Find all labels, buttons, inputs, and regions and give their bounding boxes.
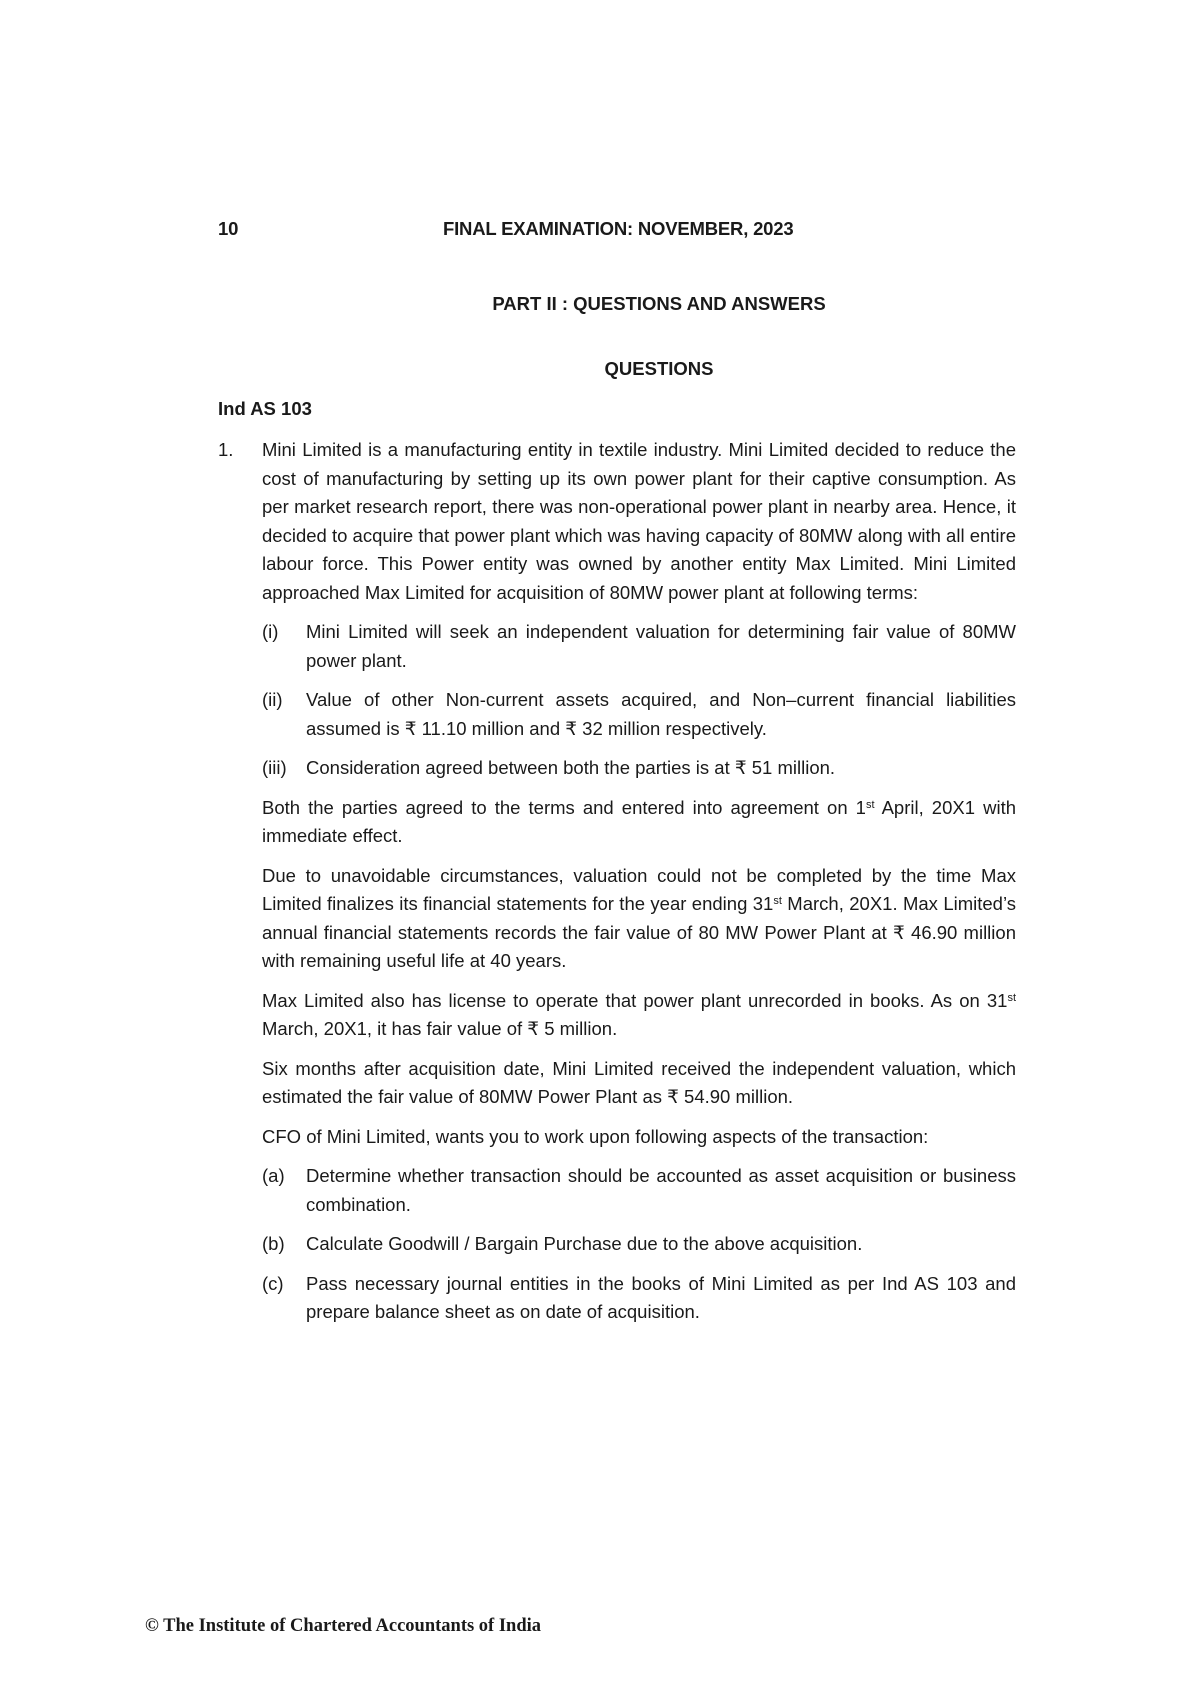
task-text: Determine whether transaction should be accounted as asset acquisition or business combination. [306, 1165, 1016, 1215]
question-1 [218, 436, 1016, 1338]
term-item [262, 754, 1016, 783]
term-item [262, 618, 1016, 675]
ordinal-suffix: st [1007, 991, 1016, 1004]
question-intro: Mini Limited is a manufacturing entity in textile industry. Mini Limited decided to reduce the cost of manufacturing by setting up its own power plant for their captive consumption. As per market research report, there was non-operational power plant in nearby area. Hence, it decided to acquire that power plant which was having capacity of 80MW along with all entire labour force. This Power entity was owned by another entity Max Limited. Mini Limited approached Max Limited for acquisition of 80MW power plant at following terms: [262, 439, 1016, 603]
term-label: (i) [262, 621, 279, 642]
valuation-paragraph [262, 862, 1016, 976]
license-text-a: Max Limited also has license to operate that power plant unrecorded in books. As on 31 [262, 989, 1008, 1011]
independent-valuation-paragraph: Six months after acquisition date, Mini Limited received the independent valuation, which estimated the fair value of 80MW Power Plant as ₹ 54.90 million. [262, 1057, 1016, 1107]
term-label: (iii) [262, 757, 287, 778]
term-item [262, 686, 1016, 743]
term-text: Consideration agreed between both the parties is at ₹ 51 million. [306, 757, 836, 778]
question-text [262, 436, 1016, 1338]
agreement-text-a: Both the parties agreed to the terms and entered into agreement on 1 [262, 796, 866, 818]
questions-heading-block [218, 358, 1016, 380]
question-number: 1. [218, 439, 234, 460]
agreement-text-b: April, 20X1 with immediate effect. [262, 796, 1016, 846]
exam-title: FINAL EXAMINATION: NOVEMBER, 2023 [443, 218, 794, 239]
part-title: PART II : QUESTIONS AND ANSWERS [492, 293, 826, 314]
license-text-b: March, 20X1, it has fair value of ₹ 5 million. [262, 1018, 618, 1039]
section-title: Ind AS 103 [218, 398, 312, 419]
ordinal-suffix: st [773, 895, 782, 907]
page-number: 10 [218, 218, 239, 239]
term-text: Mini Limited will seek an independent valuation for determining fair value of 80MW power plant. [306, 621, 1016, 671]
question-body [218, 436, 1016, 1338]
tasks-list [262, 1162, 1016, 1327]
copyright-footer: © The Institute of Chartered Accountants of India [145, 1616, 542, 1636]
term-text: Value of other Non-current assets acquired, and Non–current financial liabilities assumed is ₹ 11.10 million and ₹ 32 million respectively. [306, 689, 1016, 739]
task-label: (a) [262, 1165, 285, 1186]
term-label: (ii) [262, 689, 283, 710]
task-item [262, 1162, 1016, 1219]
cfo-paragraph: CFO of Mini Limited, wants you to work upon following aspects of the transaction: [262, 1125, 929, 1147]
ordinal-suffix: st [865, 798, 875, 811]
questions-heading: QUESTIONS [604, 358, 714, 379]
valuation-text-b: March, 20X1. Max Limited’s annual financial statements records the fair value of 80 MW Power Plant at ₹ 46.90 million with remaining useful life at 40 years. [262, 893, 1016, 971]
terms-list [262, 618, 1016, 783]
agreement-paragraph [262, 794, 1016, 851]
task-item [262, 1270, 1016, 1327]
task-item [262, 1230, 1016, 1259]
task-label: (c) [262, 1272, 284, 1294]
task-label: (b) [262, 1233, 285, 1254]
valuation-text-a: Due to unavoidable circumstances, valuation could not be completed by the time Max Limited finalizes its financial statements for the year ending 31 [262, 864, 1016, 914]
part-title-block [218, 293, 1016, 315]
task-text: Pass necessary journal entities in the books of Mini Limited as per Ind AS 103 and prepare balance sheet as on date of acquisition. [306, 1272, 1016, 1322]
license-paragraph [262, 987, 1016, 1044]
task-text: Calculate Goodwill / Bargain Purchase due to the above acquisition. [306, 1233, 863, 1254]
